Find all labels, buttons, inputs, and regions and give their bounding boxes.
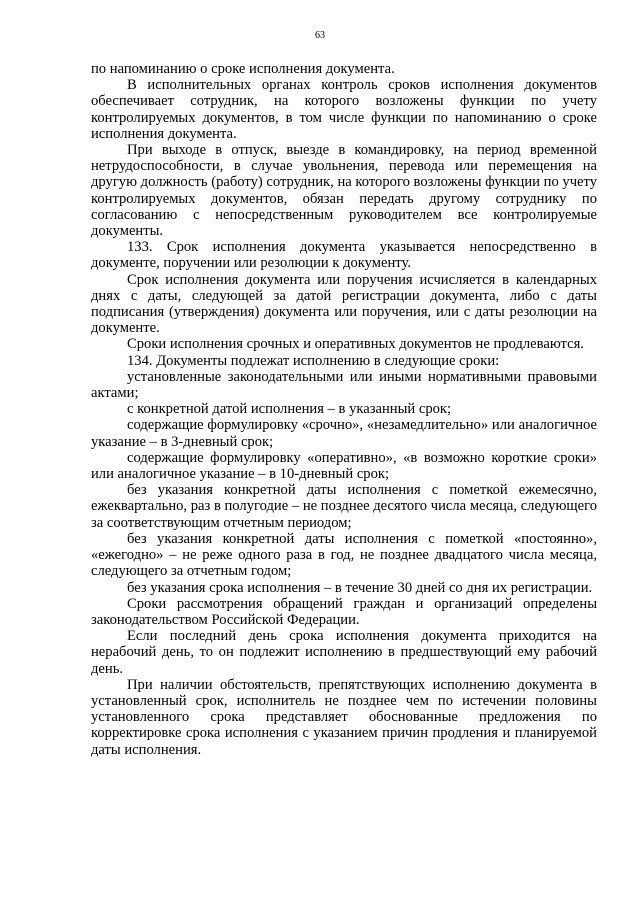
- list-item-monthly-quarterly: без указания конкретной даты исполнения с пометкой ежемесячно, ежеквартально, раз в полугодие – не позднее десятого числа месяца, следующего за соответствующим отчетным периодом;: [91, 482, 597, 531]
- paragraph-no-extension: Сроки исполнения срочных и оперативных документов не продлеваются.: [127, 336, 584, 353]
- paragraph-control-responsibility: В исполнительных органах контроль сроков исполнения документов обеспечивает сотрудник, на которого возложены функции по учету контролируемых документов, в том числе функции по напоминанию о сроке исполнения документа.: [91, 77, 597, 142]
- paragraph-term-calculation: Срок исполнения документа или поручения исчисляется в календарных днях с даты, следующей за датой регистрации документа, либо с даты подписания (утверждения) документа или поручения, или с даты резолюции на документе.: [91, 271, 597, 337]
- list-item-operative: содержащие формулировку «оперативно», «в возможно короткие сроки» или аналогичное указание – в 10-дневный срок;: [91, 449, 597, 483]
- paragraph-continuation: по напоминанию о сроке исполнения документа.: [91, 61, 395, 77]
- list-item-urgent: содержащие формулировку «срочно», «незамедлительно» или аналогичное указание – в 3-дневный срок;: [91, 417, 597, 450]
- list-item-legal-acts: установленные законодательными или иными нормативными правовыми актами;: [91, 368, 597, 402]
- paragraph-vacation-transfer: При выходе в отпуск, выезде в командировку, на период временной нетрудоспособности, в случае увольнения, перевода или перемещения на другую должность (работу) сотрудник, на которого возложены функции по учету контролируемых документов, обязан передать другому сотруднику по согласованию с непосредственным руководителем все контролируемые документы.: [91, 142, 597, 240]
- paragraph-non-working-day: Если последний день срока исполнения документа приходится на нерабочий день, то он подлежит исполнению в предшествующий ему рабочий день.: [91, 628, 597, 677]
- page-number: 63: [315, 30, 325, 41]
- list-item-permanent-annual: без указания конкретной даты исполнения с пометкой «постоянно», «ежегодно» – не реже одного раза в год, не позднее двадцатого числа месяца, следующего за отчетным годом;: [91, 530, 597, 580]
- paragraph-clause-133: 133. Срок исполнения документа указывается непосредственно в документе, поручении или резолюции к документу.: [91, 239, 597, 272]
- paragraph-circumstances: При наличии обстоятельств, препятствующих исполнению документа в установленный срок, исполнитель не позднее чем по истечении половины установленного срока представляет обоснованные предложения по корректировке срока исполнения с указанием причин продления и планируемой даты исполнения.: [91, 676, 597, 758]
- paragraph-citizen-appeals: Сроки рассмотрения обращений граждан и организаций определены законодательством Российской Федерации.: [91, 595, 597, 628]
- list-item-specific-date: с конкретной датой исполнения – в указанный срок;: [127, 401, 452, 418]
- document-body: [91, 61, 597, 758]
- list-item-no-term: без указания срока исполнения – в течение 30 дней со дня их регистрации.: [127, 579, 593, 596]
- paragraph-clause-134: 134. Документы подлежат исполнению в следующие сроки:: [127, 352, 500, 369]
